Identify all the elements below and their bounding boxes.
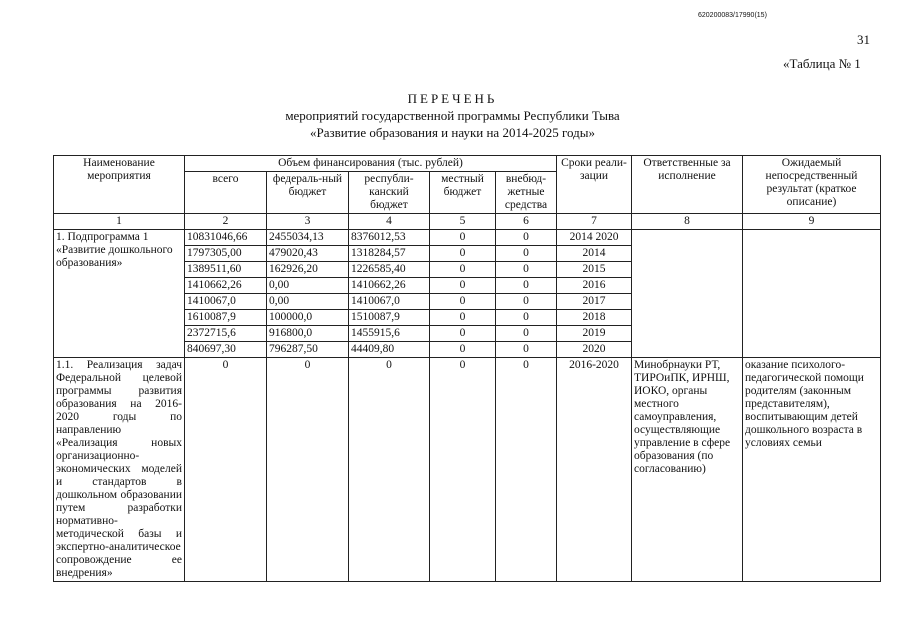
col-number: 7: [557, 214, 632, 230]
table-row: [54, 230, 881, 246]
cell-federal: 796287,50: [267, 342, 349, 358]
cell-year: 2017: [557, 294, 632, 310]
cell-year: 2018: [557, 310, 632, 326]
cell-result: оказание психолого-педагогической помощи родителям (законным представителям), воспитывающим детей дошкольного возраста в условиях семьи: [743, 358, 881, 582]
col-number: 3: [267, 214, 349, 230]
header-extra: внебюд-жетные средства: [496, 172, 557, 214]
cell-federal: 2455034,13: [267, 230, 349, 246]
cell-years: 2016-2020: [557, 358, 632, 582]
cell-years: 2014 2020: [557, 230, 632, 246]
cell-total: 840697,30: [185, 342, 267, 358]
cell-republic: 1318284,57: [349, 246, 430, 262]
header-terms: Сроки реали-зации: [557, 156, 632, 214]
activities-table: [53, 155, 881, 582]
cell-republic: 1510087,9: [349, 310, 430, 326]
cell-local: 0: [430, 310, 496, 326]
cell-year: 2016: [557, 278, 632, 294]
cell-republic: 1226585,40: [349, 262, 430, 278]
cell-total: 1410662,26: [185, 278, 267, 294]
header-federal: федераль-ный бюджет: [267, 172, 349, 214]
cell-federal: 100000,0: [267, 310, 349, 326]
page-number: 31: [857, 32, 870, 47]
cell-year: 2019: [557, 326, 632, 342]
col-number: 1: [54, 214, 185, 230]
activity-name: 1.1. Реализация задач Федеральной целевой программы развития образования на 2016-2020 годы по направлению «Реализация новых организационно-экономических моделей и стандартов в дошкольном образовании путем разработки нормативно-методической базы и экспертно-аналитическое сопровождение ее внедрения»: [54, 358, 185, 582]
document-code: 620200083/17990(15): [698, 12, 767, 19]
cell-total: 0: [185, 358, 267, 582]
col-number: 5: [430, 214, 496, 230]
cell-republic: 8376012,53: [349, 230, 430, 246]
cell-year: 2014: [557, 246, 632, 262]
cell-total: 1389511,60: [185, 262, 267, 278]
cell-federal: 0: [267, 358, 349, 582]
col-number: 2: [185, 214, 267, 230]
cell-federal: 0,00: [267, 294, 349, 310]
cell-responsible-empty: [632, 230, 743, 358]
table-row: [54, 358, 881, 582]
cell-extra: 0: [496, 310, 557, 326]
cell-extra: 0: [496, 262, 557, 278]
col-number: 4: [349, 214, 430, 230]
cell-federal: 916800,0: [267, 326, 349, 342]
cell-responsible: Минобрнауки РТ, ТИРОиПК, ИРНШ, ИОКО, органы местного самоуправления, осуществляющие управление в сфере образования (по согласованию): [632, 358, 743, 582]
header-republic: республи-канский бюджет: [349, 172, 430, 214]
col-number: 9: [743, 214, 881, 230]
cell-local: 0: [430, 278, 496, 294]
header-funding: Объем финансирования (тыс. рублей): [185, 156, 557, 172]
table-label: «Таблица № 1: [783, 56, 861, 71]
cell-federal: 479020,43: [267, 246, 349, 262]
document-subtitle-2: «Развитие образования и науки на 2014-2025 годы»: [309, 125, 596, 140]
cell-total: 1610087,9: [185, 310, 267, 326]
cell-republic: 44409,80: [349, 342, 430, 358]
cell-total: 10831046,66: [185, 230, 267, 246]
cell-local: 0: [430, 246, 496, 262]
cell-extra: 0: [496, 230, 557, 246]
header-total: всего: [185, 172, 267, 214]
col-number: 8: [632, 214, 743, 230]
cell-republic: 1410067,0: [349, 294, 430, 310]
cell-republic: 1410662,26: [349, 278, 430, 294]
cell-local: 0: [430, 294, 496, 310]
header-result: Ожидаемый непосредственный результат (краткое описание): [743, 156, 881, 214]
cell-extra: 0: [496, 278, 557, 294]
cell-republic: 1455915,6: [349, 326, 430, 342]
cell-local: 0: [430, 326, 496, 342]
cell-extra: 0: [496, 294, 557, 310]
cell-year: 2015: [557, 262, 632, 278]
cell-total: 2372715,6: [185, 326, 267, 342]
col-number: 6: [496, 214, 557, 230]
cell-extra: 0: [496, 358, 557, 582]
subprogram-name: 1. Подпрограмма 1 «Развитие дошкольного образования»: [54, 230, 185, 358]
cell-local: 0: [430, 230, 496, 246]
cell-federal: 0,00: [267, 278, 349, 294]
cell-local: 0: [430, 358, 496, 582]
cell-local: 0: [430, 342, 496, 358]
cell-local: 0: [430, 262, 496, 278]
cell-extra: 0: [496, 326, 557, 342]
cell-federal: 162926,20: [267, 262, 349, 278]
header-local: местный бюджет: [430, 172, 496, 214]
document-title: ПЕРЕЧЕНЬ: [407, 91, 498, 106]
header-responsible: Ответственные за исполнение: [632, 156, 743, 214]
cell-extra: 0: [496, 342, 557, 358]
cell-total: 1410067,0: [185, 294, 267, 310]
document-subtitle-1: мероприятий государственной программы Республики Тыва: [285, 108, 620, 123]
header-name: Наименование мероприятия: [54, 156, 185, 214]
cell-year: 2020: [557, 342, 632, 358]
cell-result-empty: [743, 230, 881, 358]
cell-republic: 0: [349, 358, 430, 582]
cell-extra: 0: [496, 246, 557, 262]
cell-total: 1797305,00: [185, 246, 267, 262]
